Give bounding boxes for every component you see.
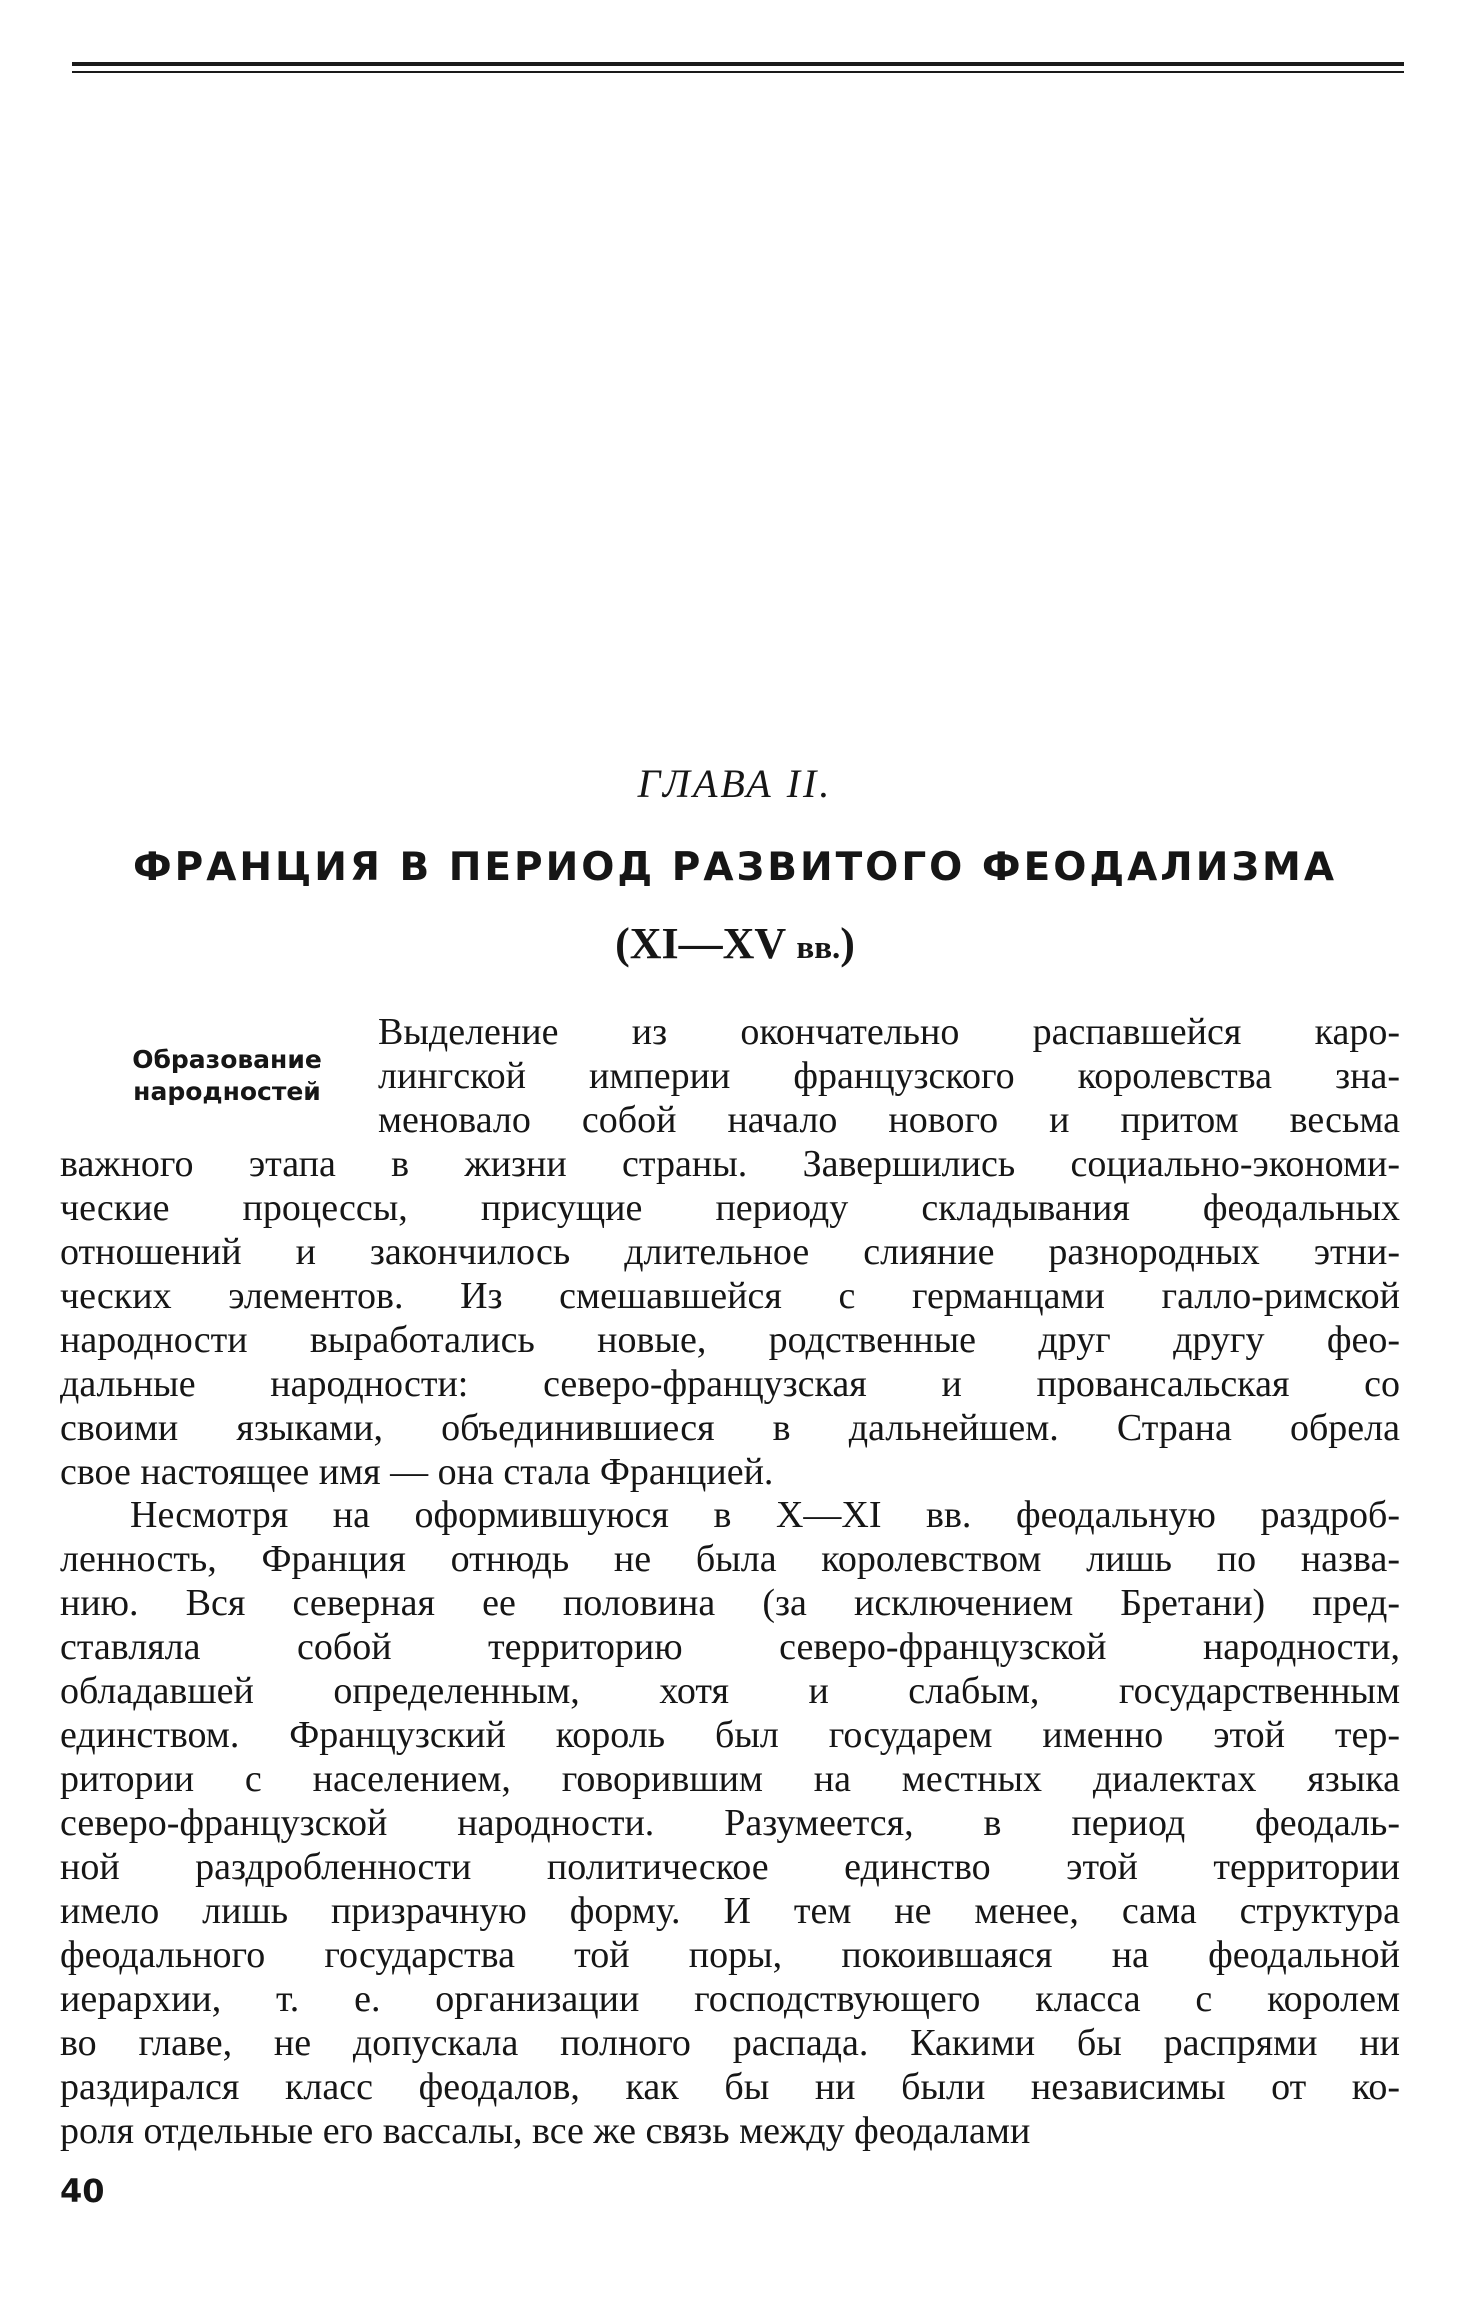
text-line: нию. Вся северная ее половина (за исключением Бретани) пред- xyxy=(60,1582,1400,1624)
text-line: лингской империи французского королевства зна- xyxy=(378,1055,1400,1097)
side-heading-line: Образование xyxy=(132,1045,322,1074)
text-line: обладавшей определенным, хотя и слабым, государственным xyxy=(60,1670,1400,1712)
text-line: дальные народности: северо-французская и провансальская со xyxy=(60,1363,1400,1405)
text-line: во главе, не допускала полного распада. Какими бы распрями ни xyxy=(60,2022,1400,2064)
header-rule-thick xyxy=(72,62,1404,66)
text-line: народности выработались новые, родственные друг другу фео- xyxy=(60,1319,1400,1361)
text-line: важного этапа в жизни страны. Завершились социально-экономи- xyxy=(60,1143,1400,1185)
text-line: ческих элементов. Из смешавшейся с германцами галло-римской xyxy=(60,1275,1400,1317)
chapter-period-abbr: вв. xyxy=(796,930,841,966)
chapter-label: ГЛАВА II. xyxy=(637,761,833,806)
text-line: ной раздробленности политическое единство этой территории xyxy=(60,1846,1400,1888)
chapter-title: ФРАНЦИЯ В ПЕРИОД РАЗВИТОГО ФЕОДАЛИЗМА xyxy=(132,845,1338,890)
text-line: имело лишь призрачную форму. И тем не менее, сама структура xyxy=(60,1890,1400,1932)
side-heading-line: народностей xyxy=(133,1077,321,1106)
chapter-period-close: ) xyxy=(840,919,855,968)
chapter-period-main: (XI—XV xyxy=(615,919,797,968)
text-line: отношений и закончилось длительное слияние разнородных этни- xyxy=(60,1231,1400,1273)
chapter-period xyxy=(0,918,1470,969)
text-line: ческие процессы, присущие периоду складывания феодальных xyxy=(60,1187,1400,1229)
text-line: роля отдельные его вассалы, все же связь между феодалами xyxy=(60,2110,1031,2152)
text-line: феодального государства той поры, покоившаяся на феодальной xyxy=(60,1934,1400,1976)
text-line: ритории с населением, говорившим на местных диалектах языка xyxy=(60,1758,1400,1800)
text-line: своими языками, объединившиеся в дальнейшем. Страна обрела xyxy=(60,1407,1400,1449)
text-line: Выделение из окончательно распавшейся каро- xyxy=(378,1011,1400,1053)
header-rule-thin xyxy=(72,71,1404,73)
text-line: меновало собой начало нового и притом весьма xyxy=(378,1099,1400,1141)
page-number: 40 xyxy=(60,2172,105,2210)
text-line: ставляла собой территорию северо-французской народности, xyxy=(60,1626,1400,1668)
paragraph-1 xyxy=(60,1010,1400,1494)
text-line: свое настоящее имя — она стала Францией. xyxy=(60,1451,774,1493)
text-line: раздирался класс феодалов, как бы ни были независимы от ко- xyxy=(60,2066,1400,2108)
text-line: северо-французской народности. Разумеется, в период феодаль- xyxy=(60,1802,1400,1844)
text-line: единством. Французский король был государем именно этой тер- xyxy=(60,1714,1400,1756)
text-line: иерархии, т. е. организации господствующего класса с королем xyxy=(60,1978,1400,2020)
text-line: ленность, Франция отнюдь не была королевством лишь по назва- xyxy=(60,1538,1400,1580)
paragraph-2 xyxy=(60,1493,1400,2153)
text-line: Несмотря на оформившуюся в X—XI вв. феодальную раздроб- xyxy=(130,1494,1400,1536)
